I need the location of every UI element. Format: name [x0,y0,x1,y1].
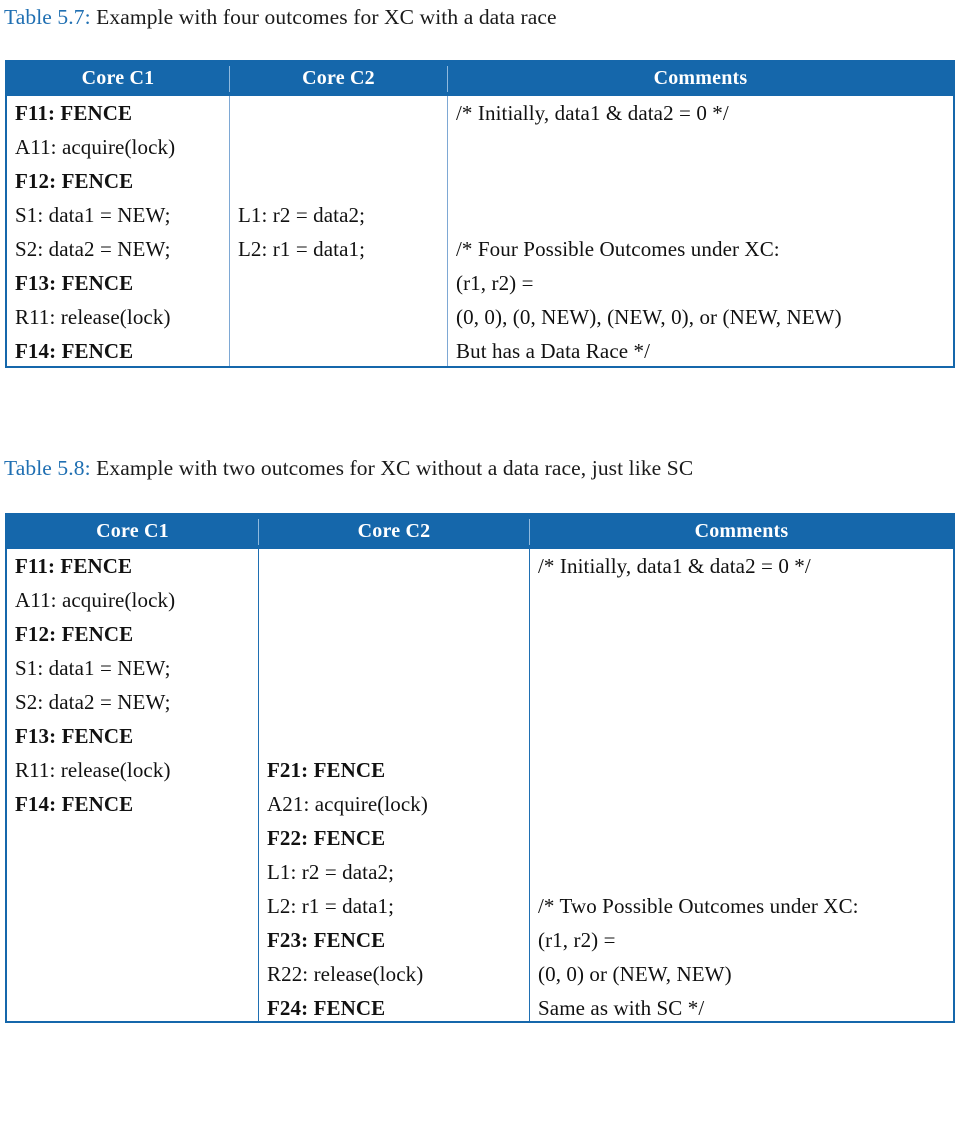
table-caption-label: Table 5.7: [4,5,91,29]
code-line: F12: FENCE [15,169,134,193]
table-5-8-header-row [7,515,953,549]
code-line: A11: acquire(lock) [15,135,176,159]
code-line: S2: data2 = NEW; [15,690,171,714]
table-5-7-cell-core-c1 [7,96,229,366]
table-caption-text: Example with four outcomes for XC with a data race [96,5,557,29]
code-line: F11: FENCE [15,554,133,578]
column-header-core-c1: Core C1 [81,67,155,89]
code-line: S1: data1 = NEW; [15,203,171,227]
column-header-core-c2: Core C2 [357,520,431,542]
code-line: S2: data2 = NEW; [15,237,171,261]
table-5-8-cell-comments [530,549,953,1021]
comment-line: But has a Data Race */ [456,339,651,363]
comment-line: (r1, r2) = [538,928,616,952]
column-header-core-c2: Core C2 [302,67,375,89]
table-caption-text: Example with two outcomes for XC without a data race, just like SC [96,456,694,480]
code-line: L2: r1 = data1; [238,237,366,261]
comment-line: /* Initially, data1 & data2 = 0 */ [538,554,811,578]
table-caption-5-8 [4,455,693,481]
table-5-8-body [7,549,953,1021]
comment-line: (0, 0) or (NEW, NEW) [538,962,732,986]
code-line: F13: FENCE [15,724,134,748]
comment-line: (r1, r2) = [456,271,534,295]
code-line: L2: r1 = data1; [267,894,395,918]
comment-line: (0, 0), (0, NEW), (NEW, 0), or (NEW, NEW) [456,305,842,329]
column-header-comments: Comments [653,67,748,89]
code-line: R11: release(lock) [15,305,171,329]
code-line: F14: FENCE [15,339,134,363]
comment-line: /* Initially, data1 & data2 = 0 */ [456,101,729,125]
code-line: F21: FENCE [267,758,386,782]
table-5-7-header-row [7,62,953,96]
code-line: F11: FENCE [15,101,133,125]
code-line: L1: r2 = data2; [267,860,395,884]
comment-line: /* Two Possible Outcomes under XC: [538,894,859,918]
code-line: F13: FENCE [15,271,134,295]
code-line: S1: data1 = NEW; [15,656,171,680]
code-line: A21: acquire(lock) [267,792,428,816]
comment-line: Same as with SC */ [538,996,705,1020]
table-5-7-cell-comments [448,96,953,366]
table-5-7 [5,60,955,368]
column-header-core-c1: Core C1 [96,520,169,542]
table-5-8-cell-core-c2 [259,549,529,1021]
code-line: F24: FENCE [267,996,386,1020]
column-header-comments: Comments [694,520,789,542]
comment-line: /* Four Possible Outcomes under XC: [456,237,780,261]
table-5-7-body [7,96,953,366]
table-5-7-cell-core-c2 [230,96,447,366]
code-line: F23: FENCE [267,928,386,952]
table-caption-5-7 [4,4,557,30]
code-line: R11: release(lock) [15,758,171,782]
code-line: F22: FENCE [267,826,386,850]
code-line: R22: release(lock) [267,962,424,986]
code-line: F12: FENCE [15,622,134,646]
table-caption-label: Table 5.8: [4,456,91,480]
table-5-8-cell-core-c1 [7,549,258,1021]
code-line: A11: acquire(lock) [15,588,176,612]
code-line: F14: FENCE [15,792,134,816]
table-5-8 [5,513,955,1023]
code-line: L1: r2 = data2; [238,203,366,227]
